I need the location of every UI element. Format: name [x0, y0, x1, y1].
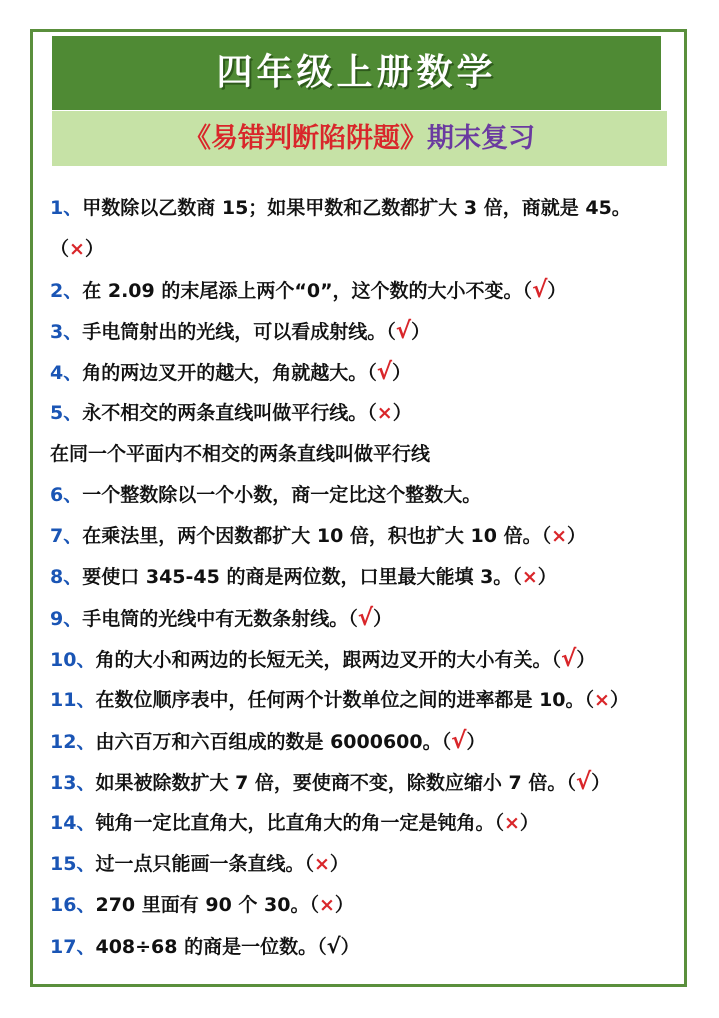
question-number: 17	[50, 936, 77, 958]
question-number: 12	[50, 731, 77, 753]
question-number: 5	[50, 402, 64, 424]
question-separator: 、	[63, 402, 83, 424]
question-number: 1	[50, 197, 64, 219]
question-separator: 、	[76, 731, 96, 753]
question-item	[50, 393, 675, 434]
question-separator: 、	[63, 197, 83, 219]
question-text: 钝角一定比直角大，比直角大的角一定是钝角。（	[95, 812, 504, 834]
question-number: 14	[50, 812, 77, 834]
question-item	[50, 844, 675, 885]
question-item	[50, 516, 675, 557]
cross-mark-icon: ×	[503, 812, 520, 834]
check-mark-icon: √	[326, 934, 341, 958]
question-item	[50, 598, 675, 639]
question-text: 手电筒的光线中有无数条射线。（	[82, 608, 358, 630]
closing-paren: ）	[567, 525, 587, 547]
cross-mark-icon: ×	[521, 566, 538, 588]
question-text: 如果被除数扩大 7 倍，要使商不变，除数应缩小 7 倍。（	[95, 772, 576, 794]
check-mark-icon: √	[560, 646, 577, 672]
check-mark-icon: √	[376, 359, 393, 385]
question-item	[50, 721, 675, 762]
closing-paren: ）	[609, 689, 629, 711]
subtitle-topic: 《易错判断陷阱题》	[184, 123, 427, 154]
question-text: 在乘法里，两个因数都扩大 10 倍，积也扩大 10 倍。（	[82, 525, 552, 547]
question-number: 11	[50, 689, 77, 711]
cross-mark-icon: ×	[551, 525, 568, 547]
question-item	[50, 475, 675, 516]
closing-paren: ）	[411, 321, 431, 343]
page-subtitle	[52, 111, 667, 166]
closing-paren: ）	[84, 238, 104, 260]
closing-paren: ）	[591, 772, 611, 794]
question-number: 8	[50, 566, 64, 588]
question-item	[50, 188, 675, 270]
check-mark-icon: √	[575, 769, 592, 795]
cross-mark-icon: ×	[69, 238, 85, 260]
question-number: 16	[50, 894, 77, 916]
question-text: 角的两边叉开的越大，角就越大。（	[82, 362, 377, 384]
cross-mark-icon: ×	[318, 894, 335, 916]
question-separator: 、	[63, 608, 83, 630]
question-separator: 、	[76, 772, 96, 794]
question-separator: 、	[76, 649, 96, 671]
question-item	[50, 352, 675, 393]
question-text: 在数位顺序表中，任何两个计数单位之间的进率都是 10。（	[95, 689, 595, 711]
check-mark-icon: √	[451, 728, 467, 754]
question-text: 角的大小和两边的长短无关，跟两边叉开的大小有关。（	[95, 649, 561, 671]
subtitle-tag: 期末复习	[427, 123, 535, 154]
question-item	[50, 270, 675, 311]
cross-mark-icon: ×	[594, 689, 610, 711]
question-number: 15	[50, 853, 77, 875]
question-separator: 、	[63, 362, 83, 384]
question-number: 2	[50, 280, 64, 302]
question-number: 6	[50, 484, 64, 506]
closing-paren: ）	[519, 812, 539, 834]
question-item	[50, 803, 675, 844]
question-separator: 、	[63, 525, 83, 547]
page-title: 四年级上册数学	[52, 36, 661, 110]
question-text: 永不相交的两条直线叫做平行线。（	[82, 402, 377, 424]
question-item	[50, 680, 675, 721]
question-separator: 、	[63, 484, 83, 506]
question-item	[50, 639, 675, 680]
question-text: 过一点只能画一条直线。（	[95, 853, 314, 875]
question-item	[50, 762, 675, 803]
question-text: 要使口 345-45 的商是两位数，口里最大能填 3。（	[82, 566, 522, 588]
explanation-note: 在同一个平面内不相交的两条直线叫做平行线	[50, 443, 431, 465]
question-text: 270 里面有 90 个 30。（	[95, 894, 319, 916]
question-separator: 、	[76, 689, 96, 711]
question-text: 甲数除以乙数商 15；如果甲数和乙数都扩大 3 倍，商就是 45。（	[50, 197, 631, 260]
question-item	[50, 557, 675, 598]
closing-paren: ）	[466, 731, 486, 753]
question-number: 10	[50, 649, 77, 671]
question-text: 由六百万和六百组成的数是 6000600。（	[95, 731, 452, 753]
question-text: 在 2.09 的末尾添上两个“0”，这个数的大小不变。（	[82, 280, 533, 302]
check-mark-icon: √	[532, 277, 548, 303]
question-separator: 、	[63, 321, 83, 343]
closing-paren: ）	[329, 853, 349, 875]
question-text: 408÷68 的商是一位数。（	[95, 936, 327, 958]
question-text: 一个整数除以一个小数，商一定比这个整数大。	[82, 484, 482, 506]
question-list	[50, 188, 675, 967]
question-separator: 、	[76, 936, 96, 958]
closing-paren: ）	[340, 936, 360, 958]
question-number: 7	[50, 525, 64, 547]
question-separator: 、	[76, 812, 96, 834]
cross-mark-icon: ×	[313, 853, 330, 875]
cross-mark-icon: ×	[376, 402, 393, 424]
closing-paren: ）	[373, 608, 393, 630]
check-mark-icon: √	[357, 605, 374, 631]
question-separator: 、	[63, 566, 83, 588]
question-separator: 、	[76, 853, 96, 875]
question-separator: 、	[76, 894, 96, 916]
check-mark-icon: √	[395, 318, 412, 344]
closing-paren: ）	[392, 402, 412, 424]
question-separator: 、	[63, 280, 83, 302]
question-item	[50, 885, 675, 926]
question-number: 13	[50, 772, 77, 794]
question-item	[50, 311, 675, 352]
closing-paren: ）	[392, 362, 412, 384]
question-number: 9	[50, 608, 64, 630]
question-item	[50, 926, 675, 967]
question-number: 4	[50, 362, 64, 384]
closing-paren: ）	[537, 566, 557, 588]
closing-paren: ）	[334, 894, 354, 916]
closing-paren: ）	[547, 280, 567, 302]
question-number: 3	[50, 321, 64, 343]
closing-paren: ）	[576, 649, 596, 671]
question-text: 手电筒射出的光线，可以看成射线。（	[82, 321, 396, 343]
